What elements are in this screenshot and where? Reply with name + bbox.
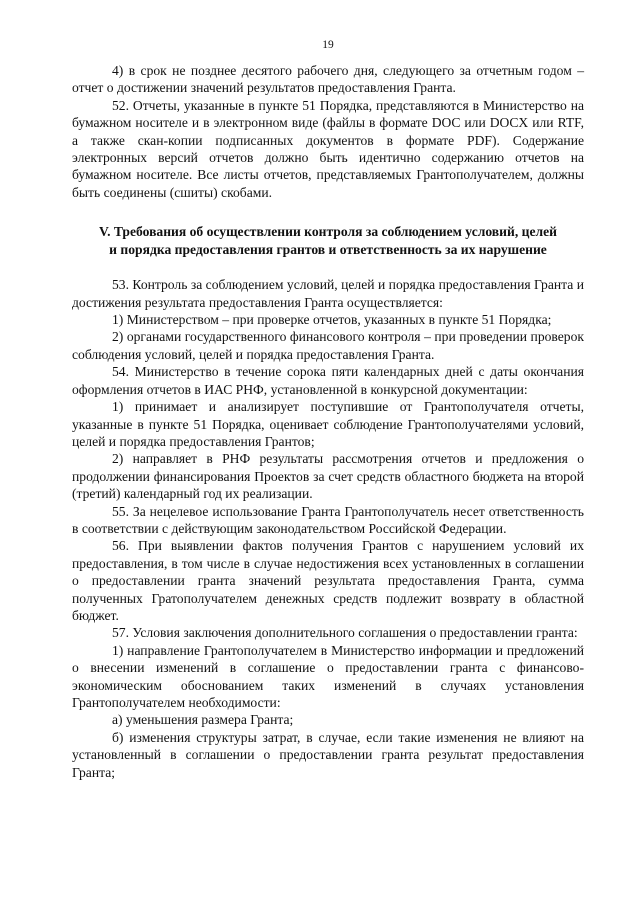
paragraph-57-item-1: 1) направление Грантополучателем в Министерство информации и предложений о внесении изменений в соглашение о предоставлении гранта с финансово-экономическим обоснованием таких изменений в случаях установления Грантополучателем необходимости: bbox=[72, 642, 584, 710]
paragraph-53-item-1: 1) Министерством – при проверке отчетов, указанных в пункте 51 Порядка; bbox=[112, 312, 552, 328]
document-page bbox=[72, 0, 584, 905]
paragraph-53: 53. Контроль за соблюдением условий, целей и порядка предоставления Гранта и достижения результата предоставления Гранта осуществляется: bbox=[72, 277, 584, 310]
paragraph-55: 55. За нецелевое использование Гранта Грантополучатель несет ответственность в соответствии с действующим законодательством Российской Федерации. bbox=[72, 503, 584, 536]
paragraph-54: 54. Министерство в течение сорока пяти календарных дней с даты окончания оформления отчетов в ИАС РНФ, установленной в конкурсной документации: bbox=[72, 364, 584, 397]
paragraph-53-item-2: 2) органами государственного финансового контроля – при проведении проверок соблюдения условий, целей и порядка предоставления Гранта. bbox=[72, 329, 584, 362]
section-heading-line-2: и порядка предоставления грантов и ответственность за их нарушение bbox=[109, 242, 547, 258]
paragraph-52: 52. Отчеты, указанные в пункте 51 Порядка, представляются в Министерство на бумажном носителе и в электронном виде (файлы в формате DOC или DOCX или RTF, а также скан-копии подписанных документов в формате PDF). Содержание электронных версий отчетов должно быть идентично содержанию отчетов на бумажном носителе. Все листы отчетов, представляемых Грантополучателем, должны быть соединены (сшиты) скобами. bbox=[72, 97, 584, 200]
paragraph-item-4: 4) в срок не позднее десятого рабочего дня, следующего за отчетным годом – отчет о достижении значений результатов предоставления Гранта. bbox=[72, 63, 584, 96]
paragraph-54-item-2: 2) направляет в РНФ результаты рассмотрения отчетов и предложения о продолжении финансирования Проектов за счет средств областного бюджета на второй (третий) календарный год их реализации. bbox=[72, 451, 584, 502]
section-heading bbox=[72, 223, 584, 259]
paragraph-57-item-a: а) уменьшения размера Гранта; bbox=[112, 712, 294, 728]
document-body bbox=[72, 62, 584, 781]
paragraph-57: 57. Условия заключения дополнительного соглашения о предоставлении гранта: bbox=[112, 625, 578, 641]
paragraph-57-item-b: б) изменения структуры затрат, в случае, если такие изменения не влияют на установленный в соглашении о предоставлении гранта результат предоставления Гранта; bbox=[72, 729, 584, 780]
section-heading-line-1: V. Требования об осуществлении контроля за соблюдением условий, целей bbox=[99, 224, 557, 240]
paragraph-56: 56. При выявлении фактов получения Грантов с нарушением условий их предоставления, в том числе в случае недостижения всех установленных в соглашении о предоставлении гранта значений результата предоставления Гранта, сумма полученных Гратополучателем денежных средств подлежит возврату в областной бюджет. bbox=[72, 538, 584, 623]
page-number: 19 bbox=[322, 39, 334, 51]
paragraph-54-item-1: 1) принимает и анализирует поступившие от Грантополучателя отчеты, указанные в пункте 51 Порядка, оценивает соблюдение Грантополучателями условий, целей и порядка предоставления Грантов; bbox=[72, 399, 584, 449]
